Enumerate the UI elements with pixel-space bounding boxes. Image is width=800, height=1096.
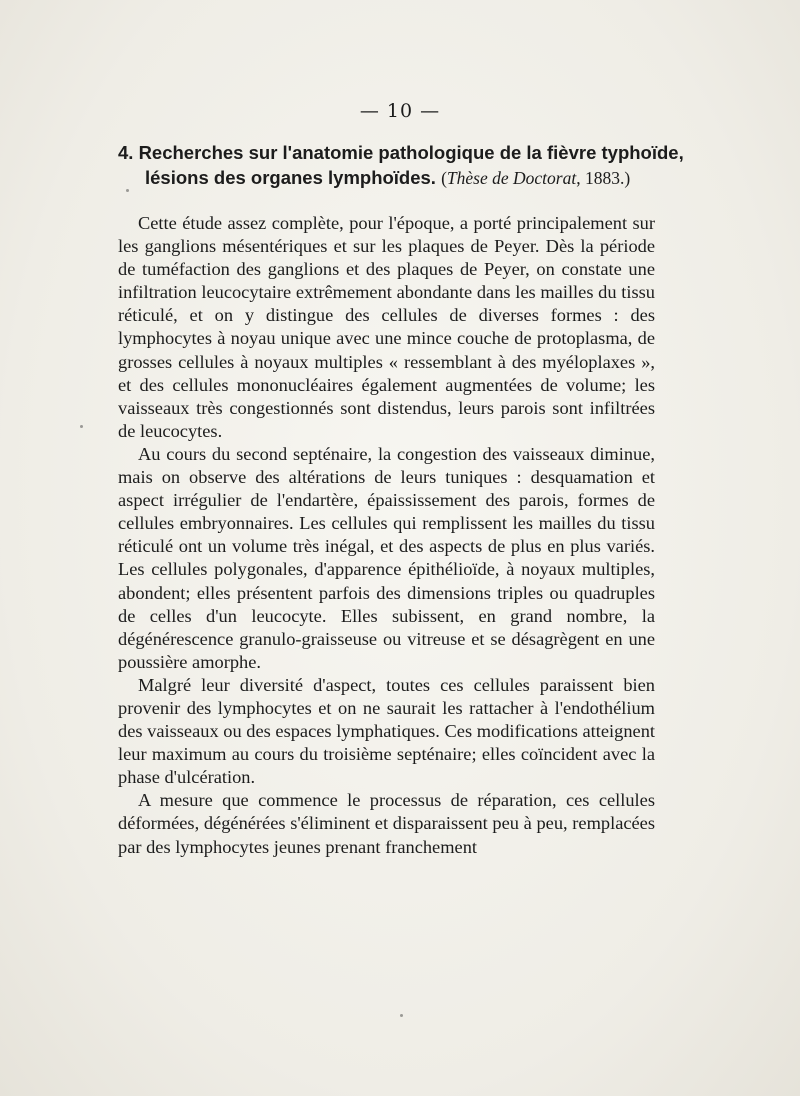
heading-subtitle: lésions des organes lymphoïdes. <box>145 167 436 188</box>
paper-speck <box>126 189 129 192</box>
paper-speck <box>400 1014 403 1017</box>
heading-line-2 <box>118 165 663 191</box>
paragraph-2: Au cours du second septénaire, la congestion des vaisseaux diminue, mais on observe des altérations de leurs tuniques : desquamation et aspect irrégulier de l'endartère, épaississement des parois, formes de cellules embryonnaires. Les cellules qui remplissent les mailles du tissu réticulé ont un volume très inégal, et des aspects de plus en plus variés. Les cellules polygonales, d'apparence épithélioïde, à noyaux multiples, abondent; elles présentent parfois des dimensions triples ou quadruples de celles d'un leucocyte. Elles subissent, en grand nombre, la dégénérescence granulo-graisseuse ou vitreuse et se désagrègent en une poussière amorphe. <box>118 443 655 672</box>
paper-speck <box>80 425 83 428</box>
section-heading <box>118 140 684 191</box>
heading-citation: (Thèse de Doctorat, 1883.) <box>441 168 631 188</box>
paragraph-1: Cette étude assez complète, pour l'époque, a porté principalement sur les ganglions mésentériques et sur les plaques de Peyer. Dès la période de tuméfaction des ganglions et des plaques de Peyer, on constate une infiltration leucocytaire extrêmement abondante dans les mailles du tissu réticulé, et on y distingue des cellules de diverses formes : des lymphocytes à noyau unique avec une mince couche de protoplasma, de grosses cellules à noyaux multiples « ressemblant à des myéloplaxes », et des cellules mononucléaires également augmentées de volume; les vaisseaux très congestionnés sont distendus, leurs parois sont infiltrées de leucocytes. <box>118 213 655 441</box>
paragraph-3: Malgré leur diversité d'aspect, toutes ces cellules paraissent bien provenir des lymphocytes et on ne saurait les rattacher à l'endothélium des vaisseaux ou des espaces lymphatiques. Ces modifications atteignent leur maximum au cours du troisième septénaire; elles coïncident avec la phase d'ulcération. <box>118 674 655 788</box>
body-text <box>118 212 655 859</box>
heading-line-1: 4. Recherches sur l'anatomie pathologique de la fièvre typhoïde, <box>118 142 684 163</box>
citation-thesis-title: Thèse de Doctorat <box>446 168 577 188</box>
paragraph-4: A mesure que commence le processus de réparation, ces cellules déformées, dégénérées s'éliminent et disparaissent peu à peu, remplacées par des lymphocytes jeunes prenant franchement <box>118 790 655 857</box>
page-number: — 10 — <box>359 100 441 122</box>
